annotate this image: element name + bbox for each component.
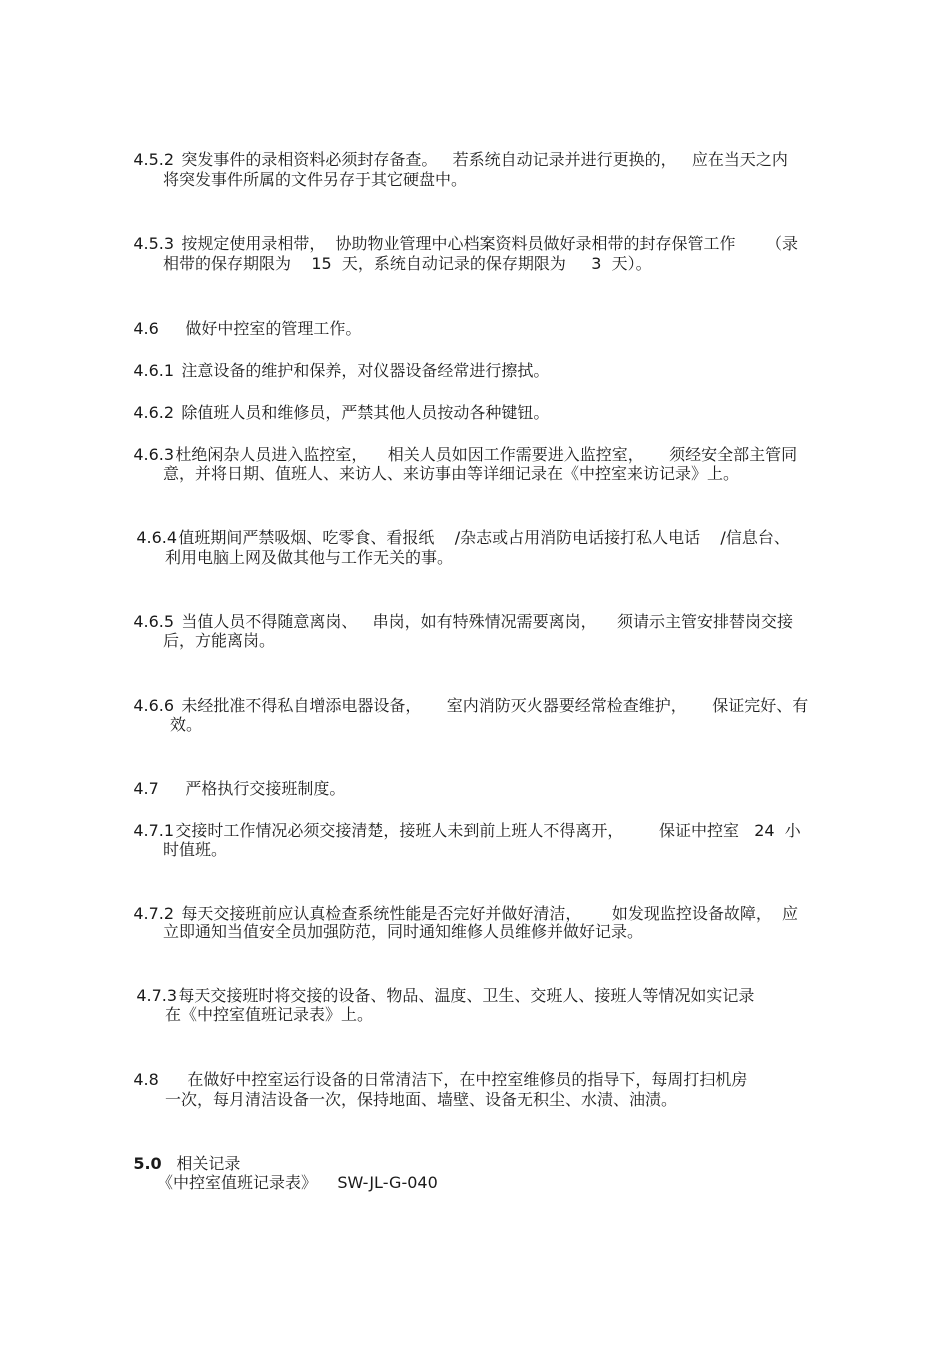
clause-number: 4.6.3 <box>133 445 175 464</box>
clause-text: 值班期间严禁吸烟、吃零食、看报纸 /杂志或占用消防电话接打私人电话 /信息台、 <box>178 528 790 547</box>
clause-continuation: 在《中控室值班记录表》上。 <box>165 1005 374 1024</box>
section-number: 5.0 <box>133 1154 162 1173</box>
clause-number: 4.5.3 <box>133 234 175 253</box>
clause-number: 4.5.2 <box>133 150 175 169</box>
clause-number: 4.8 <box>133 1070 159 1089</box>
clause-text: 未经批准不得私自增添电器设备， 室内消防灭火器要经常检查维护， 保证完好、有 <box>181 696 809 715</box>
clause-text: 在做好中控室运行设备的日常清洁下，在中控室维修员的指导下，每周打扫机房 <box>187 1070 748 1089</box>
clause-line <box>113 673 808 739</box>
clause-text: 杜绝闲杂人员进入监控室， 相关人员如因工作需要进入监控室， 须经安全部主管同 <box>175 445 798 464</box>
clause-text: 注意设备的维护和保养，对仪器设备经常进行擦拭。 <box>181 361 550 380</box>
clause-number: 4.6 <box>133 319 159 338</box>
clause-text: 做好中控室的管理工作。 <box>185 319 362 338</box>
section-title: 相关记录 <box>176 1154 241 1173</box>
clause-number: 4.6.1 <box>133 361 175 380</box>
clause-continuation: 相带的保存期限为 15 天，系统自动记录的保存期限为 3 天）。 <box>163 254 652 273</box>
clause-number: 4.7.2 <box>133 904 175 923</box>
clause-continuation: 利用电脑上网及做其他与工作无关的事。 <box>165 548 454 567</box>
clause-continuation: 立即通知当值安全员加强防范，同时通知维修人员维修并做好记录。 <box>163 922 644 941</box>
clause-number: 4.7.3 <box>136 986 178 1005</box>
clause-continuation: 后，方能离岗。 <box>163 631 276 650</box>
clause-number: 4.7.1 <box>133 821 175 840</box>
clause-continuation: 将突发事件所属的文件另存于其它硬盘中。 <box>163 170 468 189</box>
clause-text: 按规定使用录相带， 协助物业管理中心档案资料员做好录相带的封存保管工作 （录 <box>181 234 799 253</box>
clause-number: 4.6.2 <box>133 403 175 422</box>
clause-continuation: 时值班。 <box>163 840 228 859</box>
clause-continuation: 意，并将日期、值班人、来访人、来访事由等详细记录在《中控室来访记录》上。 <box>163 464 740 483</box>
clause-number: 4.6.6 <box>133 696 175 715</box>
clause-text: 突发事件的录相资料必须封存备查。 若系统自动记录并进行更换的， 应在当天之内 <box>181 150 788 169</box>
clause-continuation: 效。 <box>170 715 203 734</box>
related-record: 《中控室值班记录表》 SW-JL-G-040 <box>157 1173 438 1192</box>
clause-continuation: 一次，每月清洁设备一次，保持地面、墙壁、设备无积尘、水渍、油渍。 <box>165 1090 678 1109</box>
clause-text: 除值班人员和维修员，严禁其他人员按动各种键钮。 <box>181 403 550 422</box>
clause-text: 当值人员不得随意离岗、 串岗，如有特殊情况需要离岗， 须请示主管安排替岗交接 <box>181 612 793 631</box>
clause-text: 严格执行交接班制度。 <box>185 779 346 798</box>
clause-number: 4.6.4 <box>136 528 178 547</box>
clause-text: 交接时工作情况必须交接清楚，接班人未到前上班人不得离开， 保证中控室 24 小 <box>175 821 801 840</box>
clause-text: 每天交接班时将交接的设备、物品、温度、卫生、交班人、接班人等情况如实记录 <box>178 986 755 1005</box>
clause-text: 每天交接班前应认真检查系统性能是否完好并做好清洁， 如发现监控设备故障， 应 <box>181 904 799 923</box>
clause-number: 4.6.5 <box>133 612 175 631</box>
clause-number: 4.7 <box>133 779 159 798</box>
